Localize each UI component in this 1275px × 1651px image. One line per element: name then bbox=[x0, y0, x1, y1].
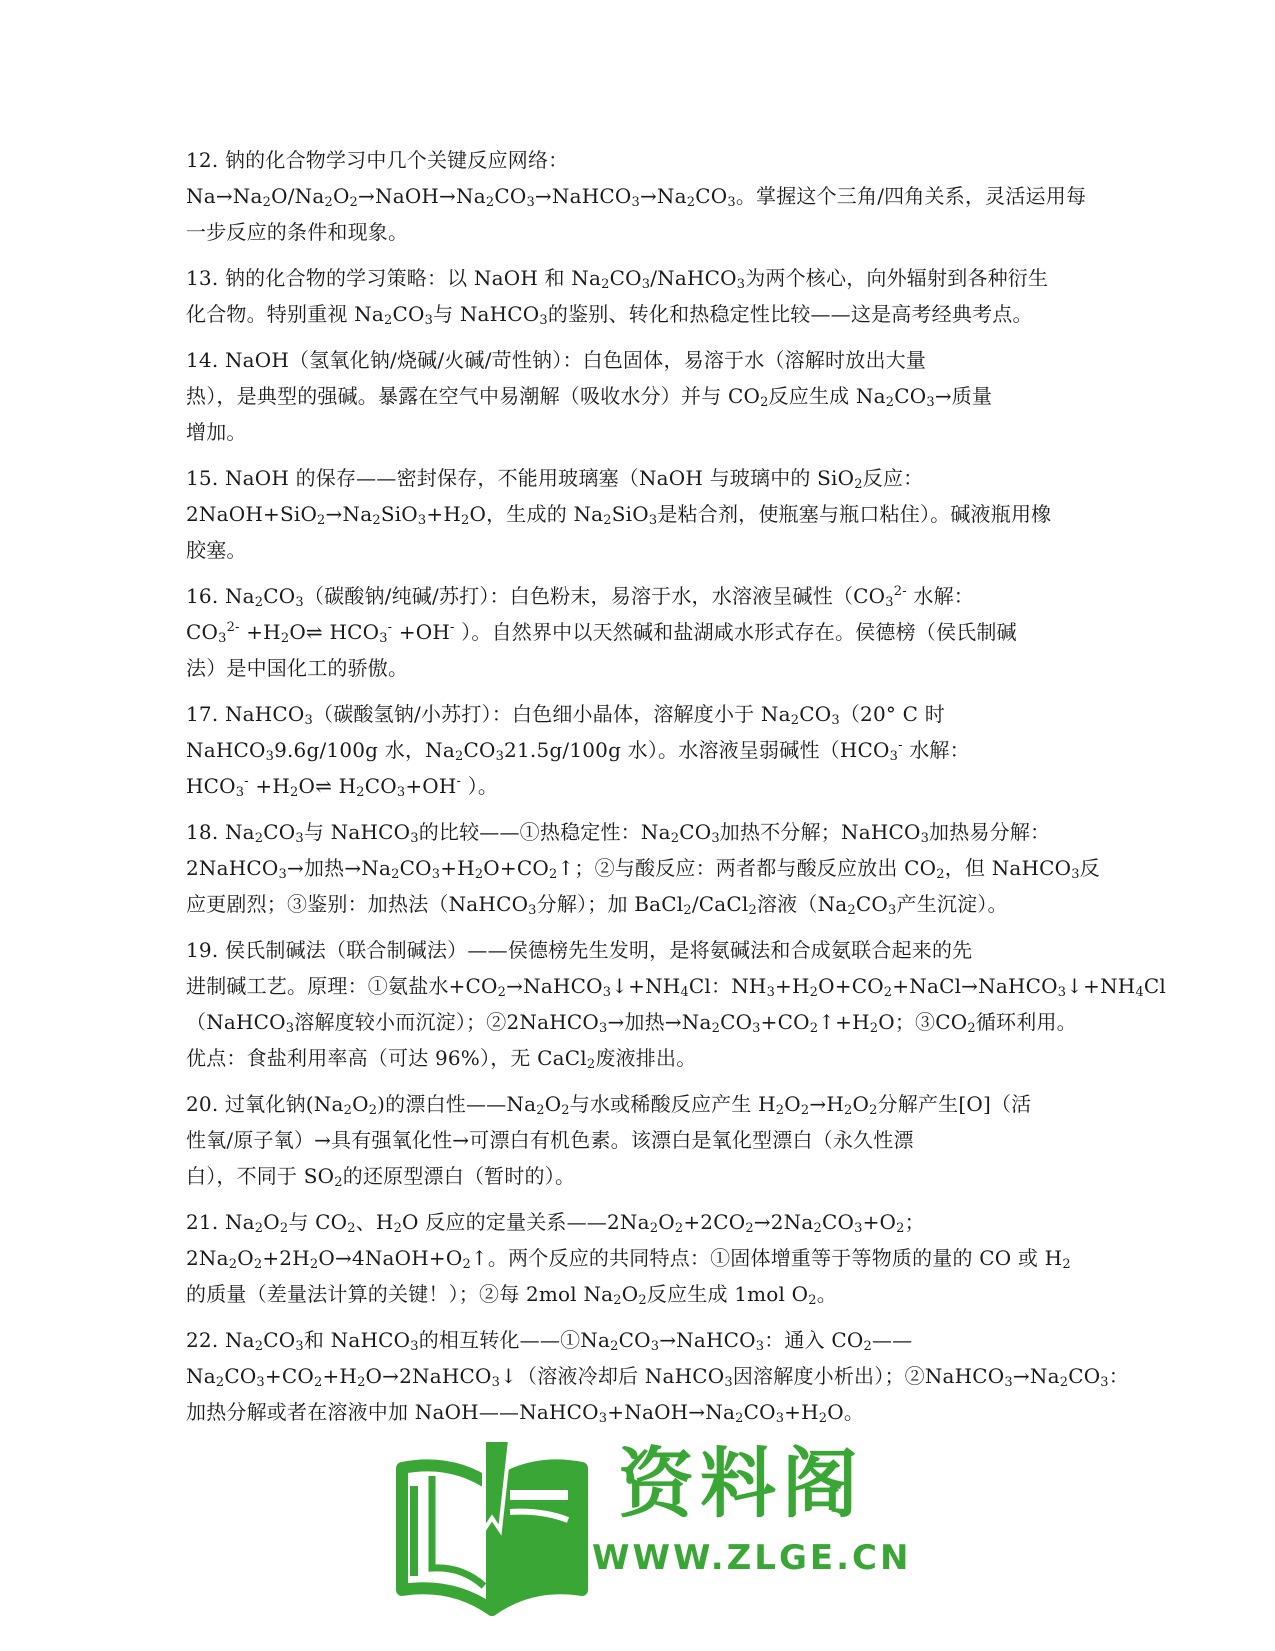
paragraph-line: 21. $Na_2O_2$与 $CO_2$、$H_2O$ 反应的定量关系$——2Na_2O_2+2CO_2\to 2Na_2CO_3+O_2$； bbox=[186, 1210, 925, 1236]
paragraph-item bbox=[186, 578, 1086, 686]
paragraph-line: 法）是中国化工的骄傲。 bbox=[186, 656, 409, 680]
paragraph-line: 应更剧烈；③鉴别：加热法（NaHCO$_3$分解）；加 BaCl$_2$/CaCl$_2$溶液（$Na_2CO_3$产生沉淀）。 bbox=[186, 892, 1008, 918]
paragraph-line: 热），是典型的强碱。暴露在空气中易潮解（吸收水分）并与 $CO_2$反应生成 $Na_2CO_3\to$质量 bbox=[186, 384, 993, 410]
paragraph-line: 白），不同于 $SO_2$的还原型漂白（暂时的）。 bbox=[186, 1164, 576, 1190]
paragraph-item bbox=[186, 260, 1086, 332]
paragraph-line: 22. $Na_2CO_3$和 NaHCO$_3$的相互转化$——①Na_2CO_3\to NaHCO_3$：通入 $CO_2——$ bbox=[186, 1328, 913, 1354]
paragraph-line: NaHCO$_3$9.6g/100g 水，$Na_2CO_321.5g/100g$ 水）。水溶液呈弱碱性（$HCO_3^-$ 水解： bbox=[186, 738, 970, 764]
paragraph-item bbox=[186, 342, 1086, 450]
paragraph-line: 2NaHCO$_3$→加热$\to Na_2CO_3+H_2O+CO_2↑$；②与酸反应：两者都与酸反应放出 $CO_2$，但 NaHCO$_3$反 bbox=[186, 856, 1100, 882]
paragraph-item bbox=[186, 1086, 1086, 1194]
paragraph-line: 优点：食盐利用率高（可达 96%），无 CaCl$_2$废液排出。 bbox=[186, 1046, 697, 1072]
paragraph-line: $Na_2CO_3+CO_2+H_2O\to 2NaHCO_3↓$（溶液冷却后 NaHCO$_3$因溶解度小析出）；$②NaHCO_3\to Na_2CO_3$： bbox=[186, 1364, 1129, 1390]
paragraph-item bbox=[186, 1322, 1129, 1430]
logo-brand-text: 资料阁 bbox=[618, 1439, 864, 1528]
paragraph-line: 17. NaHCO$_3$（碳酸氢钠/小苏打）：白色细小晶体，溶解度小于 $Na_2CO_3(20^\circ$ C 时 bbox=[186, 702, 945, 728]
paragraph-line: $2Na_2O_2+2H_2O\to 4NaOH+O_2↑$。两个反应的共同特点：①固体增重等于等物质的量的 CO 或 $H_2$ bbox=[186, 1246, 1071, 1272]
paragraph-line: 14. NaOH（氢氧化钠/烧碱/火碱/苛性钠）：白色固体，易溶于水（溶解时放出大量 bbox=[186, 348, 927, 372]
paragraph-line: 加热分解或者在溶液中加 $NaOH——NaHCO_3+NaOH\to Na_2CO_3+H_2O$。 bbox=[186, 1400, 865, 1426]
paragraph-line: 18. $Na_2CO_3$与 NaHCO$_3$的比较——①热稳定性：$Na_2CO_3$加热不分解；NaHCO$_3$加热易分解： bbox=[186, 820, 1051, 846]
paragraph-line: 增加。 bbox=[186, 420, 247, 444]
paragraph-line: $HCO_3^-$ $+H_2O\rightleftharpoons$ $H_2CO_3+OH^-$ ）。 bbox=[186, 774, 499, 800]
paragraph-line: 的质量（差量法计算的关键！）；②每 2mol $Na_2O_2$反应生成 1mol $O_2$。 bbox=[186, 1282, 837, 1308]
paragraph-line: 13. 钠的化合物的学习策略：以 NaOH 和 $Na_2CO_3/NaHCO_3$为两个核心，向外辐射到各种衍生 bbox=[186, 266, 1049, 292]
paragraph-line: $CO_3^{2-}$ $+H_2O\rightleftharpoons$ $HCO_3^- +OH^-$ ）。自然界中以天然碱和盐湖咸水形式存在。侯德榜（侯氏制碱 bbox=[186, 620, 1017, 646]
paragraph-line: 胶塞。 bbox=[186, 538, 247, 562]
paragraph-line: 进制碱工艺。原理：①氨盐水$+CO_2\to NaHCO_3↓+NH_4Cl$：$NH_3+H_2O+CO_2+NaCl\to NaHCO_3↓+NH_4Cl$ bbox=[186, 974, 1167, 1000]
logo-url-text: WWW.ZLGE.CN bbox=[592, 1538, 912, 1578]
paragraph-line: $2NaOH+SiO_2\to Na_2SiO_3+H_2O$，生成的 $Na_2SiO_3$是粘合剂，使瓶塞与瓶口粘住）。碱液瓶用橡 bbox=[186, 502, 1052, 528]
paragraph-line: 性氧/原子氧）→具有强氧化性→可漂白有机色素。该漂白是氧化型漂白（永久性漂 bbox=[186, 1128, 914, 1152]
paragraph-item bbox=[186, 142, 1086, 250]
paragraph-line: 12. 钠的化合物学习中几个关键反应网络： bbox=[186, 148, 569, 172]
paragraph-line: 20. 过氧化钠$(Na_2O_2)$的漂白性$——Na_2O_2$与水或稀酸反应产生 $H_2O_2\to H_2O_2$分解产生[O]（活 bbox=[186, 1092, 1032, 1118]
open-book-icon bbox=[392, 1440, 592, 1620]
paragraph-item bbox=[186, 1204, 1086, 1312]
paragraph-line: 15. NaOH 的保存——密封保存，不能用玻璃塞（NaOH 与玻璃中的 SiO$_2$反应： bbox=[186, 466, 924, 492]
site-logo bbox=[392, 1439, 912, 1620]
paragraph-line: 化合物。特别重视 $Na_2CO_3$与 NaHCO$_3$的鉴别、转化和热稳定性比较——这是高考经典考点。 bbox=[186, 302, 1033, 328]
paragraph-line: （NaHCO$_3$溶解度较小而沉淀）；②2NaHCO$_3$→加热$\to Na_2CO_3+CO_2↑+H_2O$；$③CO_2$循环利用。 bbox=[186, 1010, 1077, 1036]
document-body bbox=[186, 142, 1167, 1440]
paragraph-item bbox=[186, 460, 1086, 568]
paragraph-line: $Na\to Na_2O/Na_2O_2\to NaOH\to Na_2CO_3\to NaHCO_3\to Na_2CO_3$。掌握这个三角/四角关系，灵活运用每 bbox=[186, 184, 1087, 210]
paragraph-line: 19. 侯氏制碱法（联合制碱法）——侯德榜先生发明，是将氨碱法和合成氨联合起来的先 bbox=[186, 938, 973, 962]
paragraph-line: 16. $Na_2CO_3$（碳酸钠/纯碱/苏打）：白色粉末，易溶于水，水溶液呈碱性（$CO_3^{2-}$ 水解： bbox=[186, 584, 974, 610]
paragraph-item bbox=[186, 814, 1100, 922]
paragraph-item bbox=[186, 696, 1086, 804]
paragraph-line: 一步反应的条件和现象。 bbox=[186, 220, 409, 244]
paragraph-item bbox=[186, 932, 1167, 1076]
